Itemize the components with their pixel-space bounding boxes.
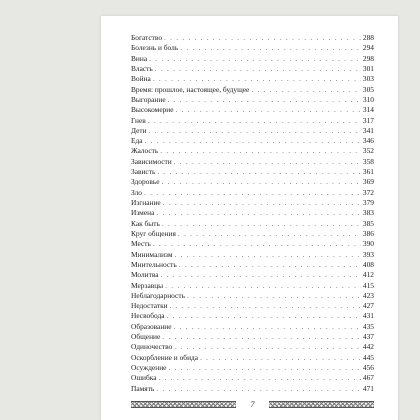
toc-entry [131,270,374,280]
toc-entry [131,260,374,270]
toc-entry-page: 408 [362,259,374,269]
toc-leader-dots [168,95,361,105]
toc-entry-title: Болезнь и боль [131,43,179,53]
toc-leader-dots [251,85,361,95]
toc-entry-page: 390 [362,239,374,249]
toc-entry-title: Вина [131,53,148,63]
toc-leader-dots [165,281,361,291]
toc-entry [131,239,374,249]
toc-entry [131,198,374,208]
toc-leader-dots [167,311,361,321]
toc-entry-page: 317 [362,115,374,125]
toc-entry-title: Месть [131,239,151,249]
toc-entry [131,64,374,74]
toc-leader-dots [161,270,361,280]
toc-leader-dots [168,363,360,373]
toc-entry-title: Общение [131,332,161,342]
toc-entry-page: 361 [362,167,374,177]
toc-entry-title: Жалость [131,146,159,156]
toc-entry-title: Зависть [131,167,156,177]
toc-entry-page: 412 [362,270,374,280]
toc-entry [131,281,374,291]
toc-entry-title: Несвобода [131,311,165,321]
toc-leader-dots [144,188,361,198]
toc-entry-title: Память [131,383,155,393]
toc-entry-title: Недостатки [131,301,168,311]
table-of-contents [131,33,374,394]
toc-entry [131,136,374,146]
toc-entry-page: 471 [362,383,374,393]
toc-entry-page: 346 [362,136,374,146]
toc-entry-page: 303 [362,74,374,84]
toc-entry-title: Молитва [131,270,159,280]
toc-entry-title: Зло [131,187,142,197]
toc-entry [131,342,374,352]
toc-leader-dots [180,43,361,53]
toc-entry-page: 442 [362,342,374,352]
toc-entry [131,95,374,105]
toc-leader-dots [170,301,361,311]
toc-entry [131,33,374,43]
toc-entry-title: Мерзавцы [131,280,164,290]
toc-entry-page: 379 [362,198,374,207]
toc-entry-title: Измена [131,208,155,218]
toc-entry-page: 298 [362,53,374,63]
toc-entry-title: Зависимости [131,156,172,166]
toc-entry-page: 288 [362,33,374,42]
toc-entry-page: 427 [362,301,374,311]
toc-entry-page: 314 [362,105,374,115]
toc-entry-page: 305 [362,84,374,94]
toc-entry-page: 415 [362,280,374,290]
toc-leader-dots [162,177,361,187]
toc-entry-title: Ошибка [131,373,157,383]
toc-entry [131,167,374,177]
toc-leader-dots [187,291,361,301]
toc-leader-dots [155,64,361,74]
toc-entry [131,116,374,126]
toc-entry [131,373,374,383]
toc-entry-title: Образование [131,321,172,331]
toc-entry [131,54,374,64]
toc-entry [131,250,374,260]
toc-entry-page: 385 [362,218,374,228]
toc-entry-title: Время: прошлое, настоящее, будущее [131,84,250,94]
toc-entry [131,188,374,198]
toc-entry [131,384,374,394]
toc-entry-page: 467 [362,373,374,383]
toc-entry-page: 445 [362,352,374,362]
book-page [101,16,398,420]
toc-entry [131,353,374,363]
toc-entry-title: Мнительность [131,259,177,269]
toc-entry-page: 372 [362,187,374,197]
toc-leader-dots [164,33,361,43]
toc-entry [131,208,374,218]
toc-leader-dots [156,208,361,218]
toc-leader-dots [157,167,361,177]
toc-entry-title: Дети [131,125,147,135]
toc-entry-page: 341 [362,125,374,135]
toc-entry-page: 369 [362,177,374,187]
toc-leader-dots [145,136,361,146]
toc-entry-title: Богатство [131,33,163,42]
toc-entry-title: Гнев [131,115,146,125]
toc-entry [131,322,374,332]
toc-leader-dots [162,332,361,342]
toc-entry-page: 456 [362,363,374,372]
toc-leader-dots [178,229,361,239]
toc-entry [131,291,374,301]
toc-entry-page: 358 [362,156,374,166]
toc-leader-dots [175,250,361,260]
toc-entry-title: Минимализм [131,249,173,259]
toc-entry [131,219,374,229]
toc-entry-title: Одиночество [131,342,173,352]
toc-entry-title: Еда [131,136,143,146]
toc-entry-page: 301 [362,63,374,73]
toc-entry [131,43,374,53]
toc-entry-title: Выгорание [131,94,166,104]
toc-leader-dots [153,239,361,249]
toc-entry [131,363,374,373]
toc-leader-dots [160,146,361,156]
toc-entry-title: Высокомерие [131,105,174,115]
toc-leader-dots [156,384,361,394]
toc-leader-dots [148,116,361,126]
toc-entry-title: Здоровье [131,177,160,187]
toc-leader-dots [179,260,361,270]
toc-leader-dots [174,157,361,167]
toc-entry-page: 352 [362,146,374,156]
toc-entry-title: Как быть [131,218,160,228]
toc-leader-dots [174,322,361,332]
toc-entry [131,126,374,136]
footer-ornament-right [269,401,374,408]
toc-entry [131,229,374,239]
toc-entry-title: Оскорбление и обида [131,352,199,362]
toc-entry-page: 431 [362,311,374,321]
toc-entry-page: 294 [362,43,374,53]
toc-entry-page: 435 [362,321,374,331]
toc-entry [131,177,374,187]
toc-entry [131,301,374,311]
toc-leader-dots [149,126,361,136]
toc-leader-dots [174,342,361,352]
toc-leader-dots [163,198,361,208]
toc-entry-page: 383 [362,208,374,218]
toc-entry [131,85,374,95]
toc-entry-page: 386 [362,228,374,238]
toc-entry [131,157,374,167]
toc-leader-dots [149,54,361,64]
toc-entry-page: 437 [362,332,374,342]
page-footer [131,400,374,410]
toc-entry-page: 310 [362,94,374,104]
toc-leader-dots [153,74,361,84]
toc-entry [131,146,374,156]
toc-entry-title: Власть [131,63,153,73]
toc-entry-title: Осуждение [131,363,167,372]
toc-leader-dots [159,373,361,383]
toc-entry-page: 423 [362,290,374,300]
toc-entry-title: Круг общения [131,228,176,238]
toc-entry [131,332,374,342]
toc-entry-page: 393 [362,249,374,259]
toc-entry-title: Неблагодарность [131,290,185,300]
toc-entry [131,105,374,115]
toc-leader-dots [176,105,361,115]
toc-leader-dots [200,353,361,363]
toc-entry-title: Изгнание [131,198,161,207]
toc-entry-title: Война [131,74,151,84]
toc-entry [131,74,374,84]
toc-entry [131,311,374,321]
toc-leader-dots [162,219,361,229]
page-number: 7 [250,400,255,409]
